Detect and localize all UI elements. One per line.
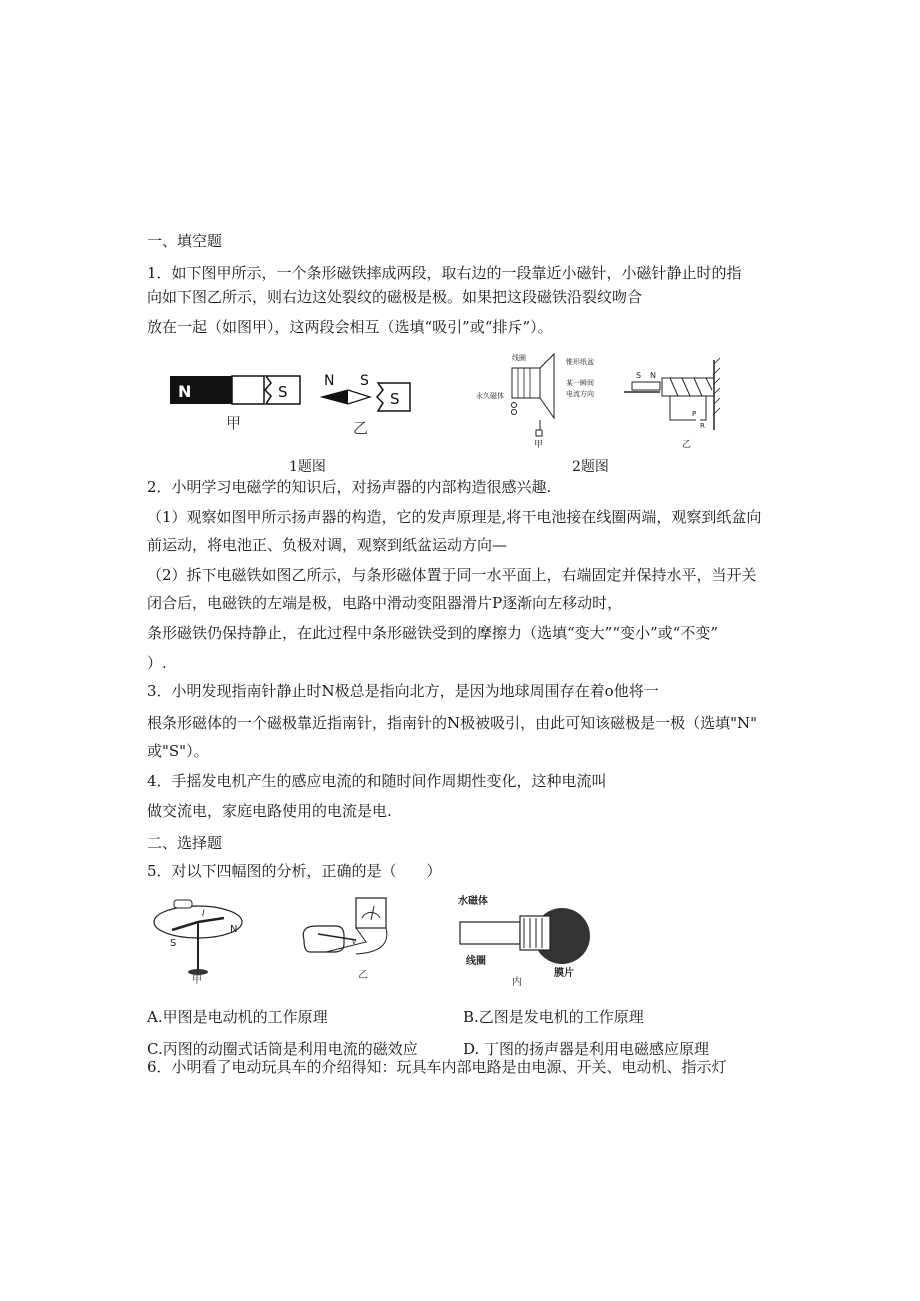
bar-magnet <box>632 382 660 390</box>
fig2-jia-label: 甲 <box>534 440 544 450</box>
piece2-s-label: S <box>390 390 400 408</box>
q5-film-label: 膜片 <box>554 968 574 979</box>
q3-line: 3．小明发现指南针静止时N极总是指向北方，是因为地球周围存在着o他将一 <box>147 682 659 700</box>
svg-text:v: v <box>352 938 357 946</box>
fig1-caption: 1题图 <box>289 459 326 475</box>
label-coil: 线圈 <box>512 354 526 362</box>
q5-magnet-label: 水磁体 <box>458 896 488 907</box>
magnet-n-label: N <box>178 382 192 401</box>
q2-line: 2．小明学习电磁学的知识后，对扬声器的内部构造很感兴趣. <box>147 478 552 496</box>
label-r: R <box>700 422 705 430</box>
compass-needle-dark-half <box>322 390 348 404</box>
q5-yi-label: 乙 <box>358 970 368 981</box>
q5-figure-bing <box>456 892 606 988</box>
q2-line: ）. <box>147 654 167 672</box>
fig2-caption: 2题图 <box>572 459 609 475</box>
q5-figure-yi <box>296 896 396 986</box>
q4-line: 做交流电，家庭电路使用的电流是电. <box>147 802 392 820</box>
q5-option-b: B.乙图是发电机的工作原理 <box>463 1008 644 1026</box>
q5-option-d: D. 丁图的扬声器是利用电磁感应原理 <box>463 1040 710 1058</box>
label-current-direction: 电流方向 <box>566 390 594 398</box>
q2-line: （2）拆下电磁铁如图乙所示，与条形磁体置于同一水平面上，右端固定并保持水平，当开关 <box>147 566 757 584</box>
q2-line: （1）观察如图甲所示扬声器的构造，它的发声原理是,将干电池接在线圈两端，观察到纸盆向 <box>147 508 762 526</box>
q2-line: 闭合后，电磁铁的左端是极，电路中滑动变阻器滑片P逐渐向左移动时， <box>147 594 623 612</box>
compass-s-label: S <box>360 373 369 389</box>
label-permanent-magnet: 永久磁体 <box>476 392 504 400</box>
q5-jia-label: 甲 <box>192 975 202 984</box>
q2-line: 前运动，将电池正、负极对调，观察到纸盆运动方向— <box>147 536 508 554</box>
u-magnet-icon <box>303 926 344 952</box>
section-heading-choice: 二、选择题 <box>147 834 223 852</box>
q5-coil-label: 线圈 <box>466 956 486 967</box>
q3-line: 或"S"）。 <box>147 742 209 760</box>
magnet-light-half <box>232 376 264 404</box>
q4-line: 4．手摇发电机产生的感应电流的和随时间作周期性变化，这种电流叫 <box>147 772 607 790</box>
label-p: P <box>692 410 697 418</box>
q2-line: 条形磁铁仍保持静止，在此过程中条形磁铁受到的摩擦力（选填“变大”“变小”或“不变” <box>147 624 719 642</box>
label-cone: 锥形纸盆 <box>566 358 594 366</box>
microphone-body <box>460 922 520 944</box>
figure-1-magnet <box>170 368 420 438</box>
q5-i-label: I <box>202 909 205 919</box>
piece-s-label: S <box>278 383 288 401</box>
q1-line: 放在一起（如图甲），这两段会相互（选填“吸引”或“排斥”）。 <box>147 318 553 336</box>
q1-line: 1．如下图甲所示，一个条形磁铁摔成两段，取右边的一段靠近小磁针，小磁针静止时的指 <box>147 264 742 282</box>
q5-bing-label: 内 <box>512 977 522 988</box>
q5-n-label: N <box>230 924 238 935</box>
meter-icon <box>356 898 386 928</box>
q5-option-a: A.甲图是电动机的工作原理 <box>147 1008 328 1026</box>
q5-stem: 5．对以下四幅图的分析，正确的是（ ） <box>147 862 442 880</box>
bar-s-label: S <box>636 371 642 380</box>
bar-n-label: N <box>650 371 656 380</box>
q1-line: 向如下图乙所示，则右边这处裂纹的磁极是极。如果把这段磁铁沿裂纹吻合 <box>147 288 643 306</box>
electromagnet-coil <box>662 378 714 396</box>
figure-2-speaker <box>474 350 744 450</box>
fig1-yi-label: 乙 <box>353 419 369 437</box>
section-heading-fill-blank: 一、填空题 <box>147 232 223 250</box>
q6-line: 6．小明看了电动玩具车的介绍得知：玩具车内部电路是由电源、开关、电动机、指示灯 <box>147 1058 727 1076</box>
coil-box <box>512 368 540 398</box>
label-moment: 某一瞬间 <box>566 379 594 387</box>
q3-line: 根条形磁体的一个磁极靠近指南针，指南针的N极被吸引，由此可知该磁极是一极（选填"N" <box>147 714 758 732</box>
q5-option-c: C.丙图的动圈式话筒是利用电流的磁效应 <box>147 1040 418 1058</box>
q5-figure-jia <box>150 892 245 984</box>
q5-s-label: S <box>170 938 177 949</box>
compass-n-label: N <box>324 373 335 389</box>
fig1-jia-label: 甲 <box>226 414 242 432</box>
fig2-yi-label: 乙 <box>682 440 692 450</box>
